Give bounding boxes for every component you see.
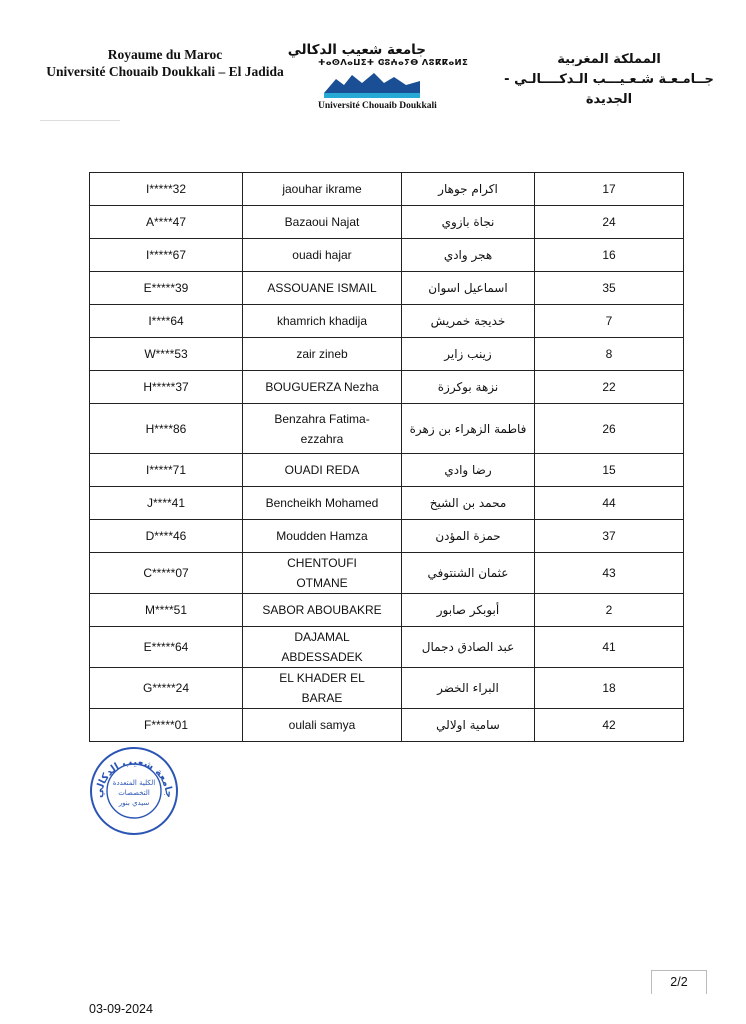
candidate-code-text: A****47	[145, 215, 187, 229]
candidate-name-text: Moudden Hamza	[276, 529, 368, 543]
candidate-name-cell	[243, 454, 402, 487]
candidate-number-cell	[535, 553, 684, 594]
candidate-number-cell	[535, 709, 684, 742]
candidate-number-cell	[535, 173, 684, 206]
candidate-code-text: H****86	[145, 421, 187, 436]
table-row	[90, 272, 684, 305]
table-row	[90, 173, 684, 206]
table-row	[90, 487, 684, 520]
candidate-name-cell	[243, 206, 402, 239]
university-ar: جــامـعـة شـعـيـــب الـدكــــالـي - الجديدة	[504, 72, 714, 107]
candidate-code-cell	[90, 520, 243, 553]
candidate-arabic-name-text: اكرام جوهار	[438, 182, 498, 196]
candidate-number-text: 37	[602, 529, 616, 543]
candidate-code-text: F*****01	[143, 718, 189, 732]
candidate-number-cell	[535, 206, 684, 239]
candidate-name-cell	[243, 709, 402, 742]
candidate-code-cell	[90, 272, 243, 305]
candidate-table	[89, 172, 684, 742]
candidate-name-text: EL KHADER EL BARAE	[279, 671, 365, 705]
candidate-name-text: SABOR ABOUBAKRE	[262, 603, 382, 617]
candidate-arabic-name-cell	[402, 454, 535, 487]
candidate-number-text: 35	[602, 281, 616, 295]
candidate-code-cell	[90, 709, 243, 742]
candidate-arabic-name-cell	[402, 239, 535, 272]
candidate-number-cell	[535, 520, 684, 553]
candidate-number-text: 26	[602, 421, 616, 436]
page-number: 2/2	[651, 970, 707, 994]
candidate-name-text: CHENTOUFI OTMANE	[287, 556, 357, 590]
candidate-code-cell	[90, 594, 243, 627]
table-row	[90, 338, 684, 371]
candidate-arabic-name-cell	[402, 305, 535, 338]
candidate-name-text: Benzahra Fatima-ezzahra	[274, 411, 370, 446]
candidate-number-cell	[535, 668, 684, 709]
candidate-number-text: 24	[602, 215, 616, 229]
candidate-arabic-name-text: عبد الصادق دجمال	[421, 640, 515, 654]
candidate-number-text: 43	[602, 566, 616, 580]
candidate-code-cell	[90, 239, 243, 272]
candidate-number-text: 15	[602, 463, 616, 477]
stamp-line-2: التخصصات	[118, 789, 150, 797]
candidate-code-cell	[90, 627, 243, 668]
table-row	[90, 553, 684, 594]
candidate-number-cell	[535, 371, 684, 404]
candidate-arabic-name-text: هجر وادي	[443, 248, 493, 262]
candidate-name-cell	[243, 173, 402, 206]
table-row	[90, 520, 684, 553]
candidate-code-cell	[90, 338, 243, 371]
candidate-number-cell	[535, 454, 684, 487]
candidate-number-text: 17	[602, 182, 616, 196]
stamp-line-3: سيدي بنور	[118, 799, 150, 807]
candidate-arabic-name-text: أبوبكر صابور	[436, 603, 500, 617]
candidate-name-cell	[243, 668, 402, 709]
candidate-name-text: zair zineb	[296, 347, 348, 361]
candidate-number-text: 18	[602, 681, 616, 695]
table-row	[90, 454, 684, 487]
header-arabic	[494, 50, 724, 110]
candidate-name-cell	[243, 338, 402, 371]
candidate-arabic-name-text: محمد بن الشيخ	[429, 496, 507, 510]
candidate-name-cell	[243, 371, 402, 404]
header-french	[40, 46, 290, 80]
candidate-code-text: I****64	[148, 314, 184, 328]
table-row	[90, 206, 684, 239]
candidate-arabic-name-text: زينب زاير	[444, 347, 492, 361]
candidate-code-text: C*****07	[143, 566, 189, 580]
candidate-name-text: khamrich khadija	[276, 314, 368, 328]
stamp-outer-text: جامعة شعيب الدكالي	[93, 756, 175, 799]
logo-tifinagh-text: ⵜⴰⵙⴷⴰⵡⵉⵜ ⵛⵓⵄⴰⵢⴱ ⴷⵓⴽⴽⴰⵍⵉ	[318, 58, 469, 68]
table-row	[90, 371, 684, 404]
candidate-name-cell	[243, 272, 402, 305]
university-logo	[287, 42, 469, 122]
candidate-name-text: ouadi hajar	[292, 248, 352, 262]
candidate-code-cell	[90, 668, 243, 709]
table-row	[90, 627, 684, 668]
candidate-name-text: OUADI REDA	[284, 463, 360, 477]
candidate-name-cell	[243, 305, 402, 338]
candidate-number-text: 8	[605, 347, 613, 361]
candidate-name-text: jaouhar ikrame	[282, 182, 362, 196]
candidate-arabic-name-text: فاطمة الزهراء بن زهرة	[409, 421, 527, 436]
candidate-code-cell	[90, 454, 243, 487]
candidate-arabic-name-cell	[402, 173, 535, 206]
candidate-arabic-name-text: سامية اولالي	[436, 718, 500, 732]
candidate-arabic-name-cell	[402, 594, 535, 627]
candidate-code-text: I*****67	[145, 248, 187, 262]
candidate-arabic-name-cell	[402, 371, 535, 404]
candidate-name-text: Bazaoui Najat	[284, 215, 360, 229]
table-row	[90, 594, 684, 627]
candidate-arabic-name-cell	[402, 487, 535, 520]
candidate-name-text: BOUGUERZA Nezha	[265, 380, 379, 394]
candidate-code-text: W****53	[144, 347, 188, 361]
candidate-number-text: 7	[605, 314, 613, 328]
candidate-arabic-name-cell	[402, 404, 535, 454]
candidate-name-cell	[243, 487, 402, 520]
candidate-code-cell	[90, 305, 243, 338]
candidate-code-text: E*****39	[143, 281, 189, 295]
candidate-code-cell	[90, 553, 243, 594]
candidate-code-text: E*****64	[143, 640, 189, 654]
candidate-name-text: ASSOUANE ISMAIL	[267, 281, 377, 295]
candidate-arabic-name-text: حمزة المؤدن	[435, 529, 501, 543]
candidate-name-text: oulali samya	[288, 718, 356, 732]
candidate-arabic-name-cell	[402, 272, 535, 305]
candidate-arabic-name-text: نزهة بوكرزة	[437, 380, 499, 394]
university-fr: Université Chouaib Doukkali – El Jadida	[46, 64, 284, 79]
candidate-code-text: J****41	[146, 496, 186, 510]
candidate-number-text: 41	[602, 640, 616, 654]
official-stamp	[88, 745, 180, 837]
candidate-arabic-name-text: رضا وادي	[444, 463, 492, 477]
candidate-arabic-name-text: البراء الخضر	[437, 681, 499, 695]
candidate-arabic-name-text: اسماعيل اسوان	[428, 281, 508, 295]
candidate-name-cell	[243, 404, 402, 454]
candidate-number-cell	[535, 594, 684, 627]
candidate-arabic-name-text: عثمان الشنتوفي	[427, 566, 509, 580]
table-row	[90, 709, 684, 742]
candidate-name-text: DAJAMAL ABDESSADEK	[281, 630, 363, 664]
table-row	[90, 404, 684, 454]
candidate-number-cell	[535, 627, 684, 668]
candidate-arabic-name-cell	[402, 206, 535, 239]
candidate-number-cell	[535, 338, 684, 371]
candidate-arabic-name-cell	[402, 553, 535, 594]
candidate-name-cell	[243, 520, 402, 553]
candidate-number-text: 16	[602, 248, 616, 262]
logo-arabic-text: جامعة شعيب الدكالي	[287, 42, 426, 58]
candidate-name-text: Bencheikh Mohamed	[265, 496, 379, 510]
candidate-number-text: 22	[602, 380, 616, 394]
candidate-code-text: I*****71	[145, 463, 187, 477]
candidate-name-cell	[243, 553, 402, 594]
table-row	[90, 305, 684, 338]
candidate-number-cell	[535, 487, 684, 520]
candidate-number-cell	[535, 272, 684, 305]
header-divider	[40, 120, 120, 121]
candidate-number-text: 44	[602, 496, 616, 510]
logo-french-text: Université Chouaib Doukkali	[318, 101, 437, 111]
candidate-code-cell	[90, 173, 243, 206]
candidate-arabic-name-text: خديجة خمريش	[430, 314, 506, 328]
candidate-code-cell	[90, 404, 243, 454]
stamp-line-1: الكلية المتعددة	[112, 779, 156, 787]
candidate-arabic-name-cell	[402, 709, 535, 742]
candidate-name-cell	[243, 627, 402, 668]
candidate-code-cell	[90, 371, 243, 404]
candidate-code-cell	[90, 487, 243, 520]
candidate-number-text: 2	[605, 603, 613, 617]
candidate-arabic-name-cell	[402, 668, 535, 709]
table-row	[90, 668, 684, 709]
candidate-number-cell	[535, 239, 684, 272]
candidate-code-text: G*****24	[142, 681, 190, 695]
candidate-code-text: D****46	[145, 529, 187, 543]
candidate-number-text: 42	[602, 718, 616, 732]
kingdom-fr: Royaume du Maroc	[107, 47, 223, 62]
table-row	[90, 239, 684, 272]
candidate-arabic-name-cell	[402, 627, 535, 668]
candidate-name-cell	[243, 239, 402, 272]
candidate-arabic-name-text: نجاة بازوي	[441, 215, 495, 229]
footer-date: 03-09-2024	[89, 1002, 153, 1016]
candidate-code-text: M****51	[144, 603, 188, 617]
candidate-arabic-name-cell	[402, 338, 535, 371]
candidate-code-text: I*****32	[145, 182, 187, 196]
kingdom-ar: المملكة المغربية	[557, 52, 661, 67]
candidate-code-cell	[90, 206, 243, 239]
candidate-number-cell	[535, 404, 684, 454]
logo-emblem-icon	[322, 71, 422, 101]
candidate-code-text: H*****37	[143, 380, 189, 394]
candidate-arabic-name-cell	[402, 520, 535, 553]
candidate-name-cell	[243, 594, 402, 627]
candidate-number-cell	[535, 305, 684, 338]
